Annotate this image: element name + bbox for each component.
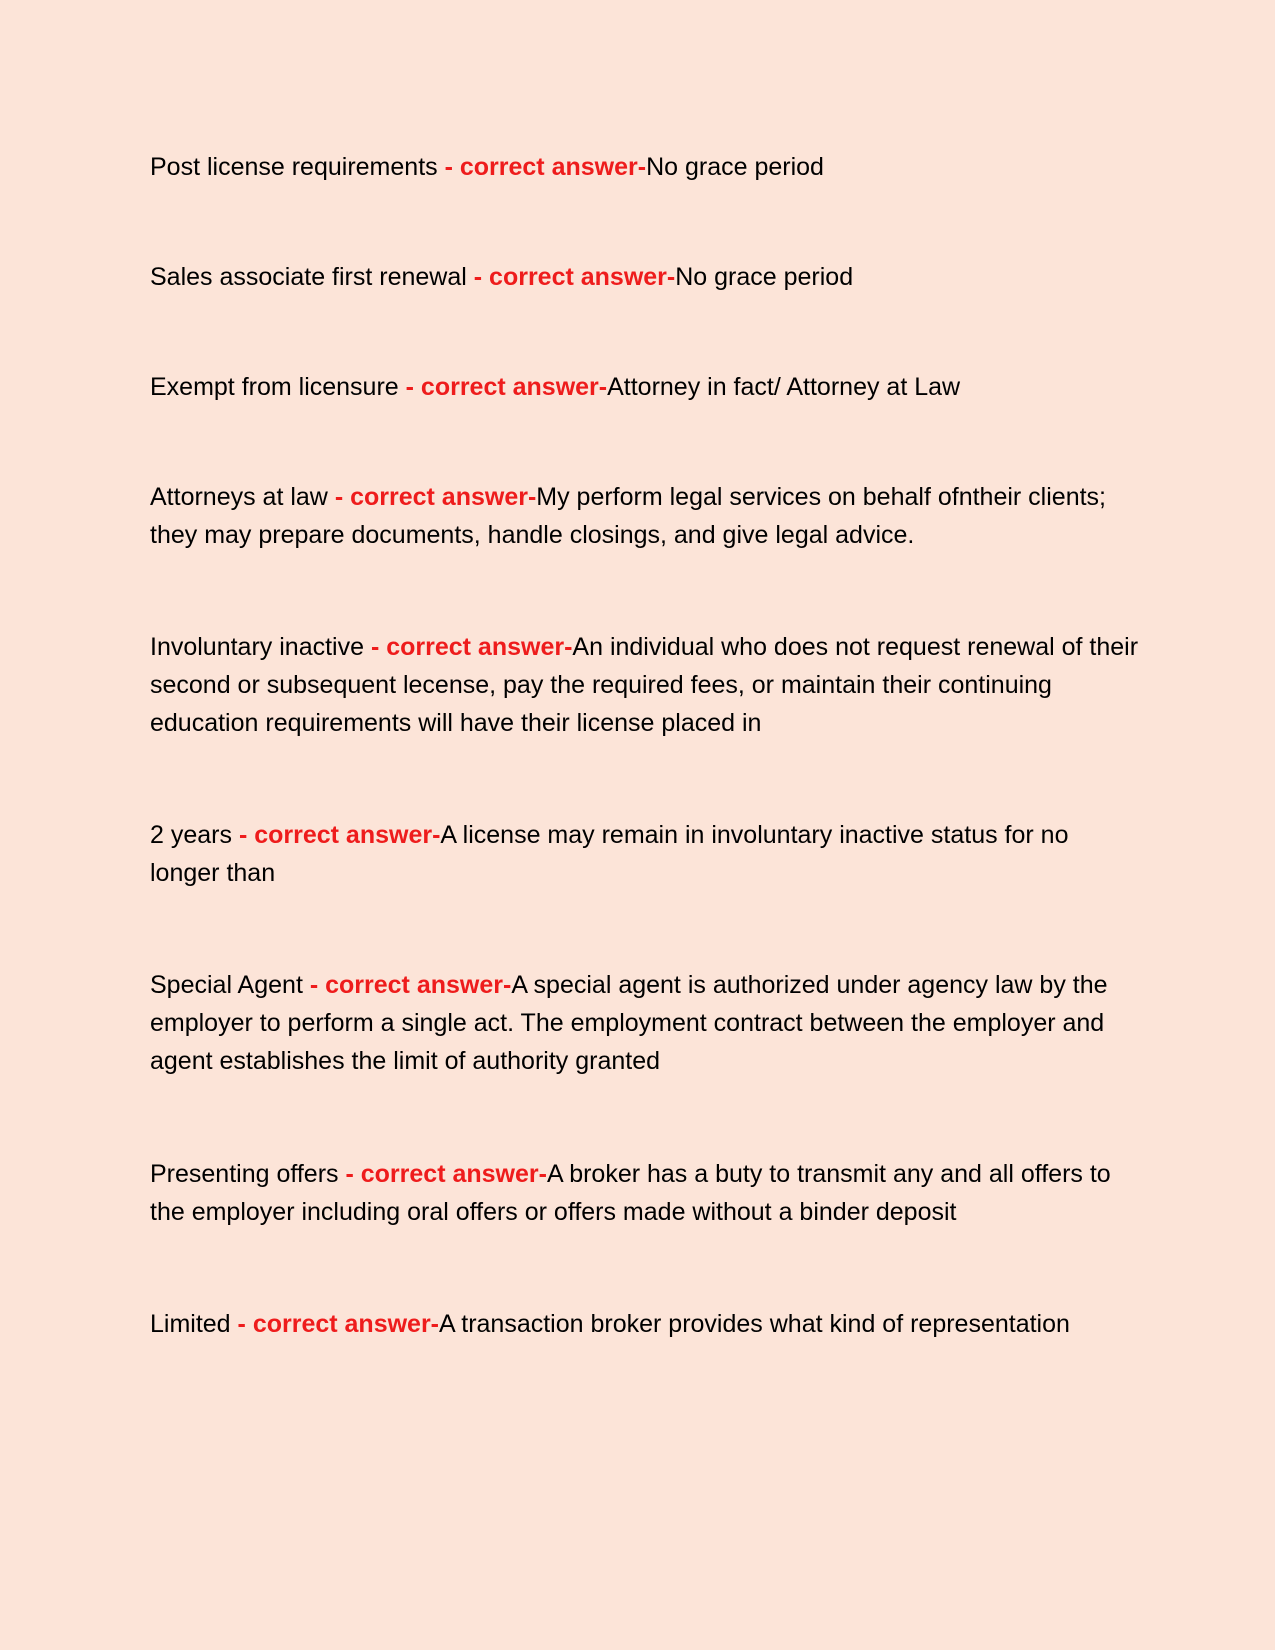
correct-answer-marker: - correct answer-: [237, 1310, 440, 1338]
entry-term: Involuntary inactive: [150, 633, 371, 661]
qa-entry: [150, 1155, 1140, 1231]
entry-definition: An individual who does not request renewal of their second or subsequent lecense, pay the required fees, or maintain their continuing education requirements will have their license placed in: [150, 633, 1139, 737]
entry-definition: A special agent is authorized under agency law by the employer to perform a single act. The employment contract between the employer and agent establishes the limit of authority granted: [150, 971, 1108, 1075]
entry-definition: No grace period: [675, 263, 854, 291]
entry-definition: A transaction broker provides what kind of representation: [439, 1310, 1070, 1338]
correct-answer-marker: - correct answer-: [345, 1160, 547, 1188]
entry-term: Presenting offers: [150, 1160, 346, 1188]
qa-entry: [150, 1305, 1140, 1343]
qa-entry: [150, 258, 1140, 296]
entry-term: Exempt from licensure: [150, 373, 406, 401]
qa-entry: [150, 368, 1140, 406]
correct-answer-marker: - correct answer-: [444, 153, 647, 181]
correct-answer-marker: - correct answer-: [405, 373, 608, 401]
qa-entry: [150, 478, 1140, 554]
entry-term: Special Agent: [150, 971, 310, 999]
qa-entry: [150, 816, 1140, 892]
correct-answer-marker: - correct answer-: [334, 483, 537, 511]
entry-definition: A license may remain in involuntary inactive status for no longer than: [150, 821, 1069, 887]
entry-term: Sales associate first renewal: [150, 263, 474, 291]
flashcard-page: [150, 148, 1140, 1343]
entry-term: Post license requirements: [150, 153, 445, 181]
qa-entry: [150, 148, 1140, 186]
entry-term: Attorneys at law: [150, 483, 335, 511]
qa-entry: [150, 628, 1140, 742]
correct-answer-marker: - correct answer-: [370, 633, 573, 661]
correct-answer-marker: - correct answer-: [309, 971, 512, 999]
entry-term: 2 years: [150, 821, 239, 849]
qa-entry: [150, 966, 1140, 1080]
entry-definition: My perform legal services on behalf ofntheir clients; they may prepare documents, handle closings, and give legal advice.: [150, 483, 1106, 549]
entry-term: Limited: [150, 1310, 238, 1338]
correct-answer-marker: - correct answer-: [238, 821, 441, 849]
entry-definition: Attorney in fact/ Attorney at Law: [607, 373, 961, 401]
correct-answer-marker: - correct answer-: [473, 263, 676, 291]
entry-definition: A broker has a buty to transmit any and all offers to the employer including oral offers or offers made without a binder deposit: [150, 1160, 1111, 1226]
entry-definition: No grace period: [646, 153, 824, 181]
